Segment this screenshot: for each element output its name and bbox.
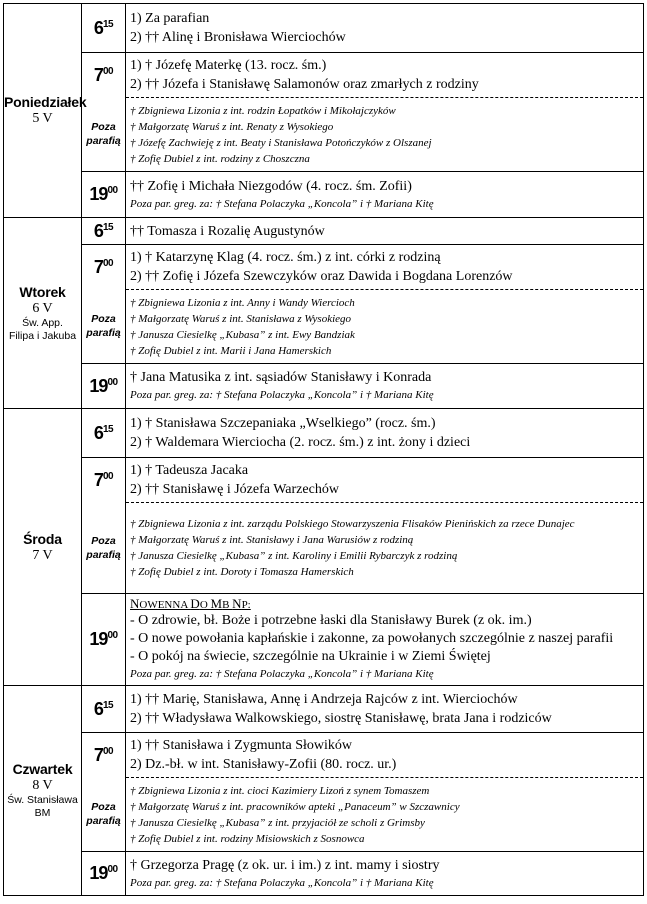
poza-intention-line: † Janusza Ciesielkę „Kubasa” z int. przyjaciół ze scholi z Grimsby [130, 816, 425, 829]
poza-intention-line: † Małgorzatę Waruś z int. Stanisława z Wysokiego [130, 312, 352, 325]
intention-line: 1) Za parafian [130, 11, 210, 26]
row-1900 [4, 172, 644, 218]
poza-parafia-intentions [126, 778, 644, 852]
day-date: 5 V [32, 111, 53, 126]
poza-intention-line: † Zbigniewa Lizonia z int. rodzin Łopatków i Mikołajczyków [130, 104, 396, 117]
intention-line: - O nowe powołania kapłańskie i zakonne, za powołanych szczególnie z naszej parafii [130, 631, 614, 646]
mass-intentions-700 [126, 245, 644, 290]
day-cell [4, 686, 82, 896]
mass-intentions-700 [126, 733, 644, 778]
mass-intentions-700 [126, 53, 644, 98]
time-hour: 7 [93, 64, 103, 85]
poza-parafia-label [82, 503, 126, 594]
poza-intention-line: † Zofię Dubiel z int. Marii i Jana Hamerskich [130, 344, 332, 357]
mass-time [82, 364, 126, 409]
time-hour: 7 [93, 744, 103, 765]
poza-label-line: Poza [91, 801, 116, 814]
mass-intentions-615 [126, 4, 644, 53]
time-minutes: 15 [102, 423, 114, 435]
time-hour: 6 [93, 17, 103, 38]
time-hour: 19 [89, 375, 108, 396]
mass-schedule-table [3, 3, 644, 896]
time-minutes: 00 [102, 257, 114, 269]
row-poza-parafia [4, 503, 644, 594]
time-hour: 6 [93, 698, 103, 719]
time-minutes: 15 [102, 221, 114, 233]
time-hour: 19 [89, 629, 108, 649]
intention-line: - O pokój na świecie, szczególnie na Ukrainie i w Ziemi Świętej [130, 649, 491, 664]
gregorian-line: Poza par. greg. za: † Stefana Polaczyka „Koncola” i † Mariana Kitę [130, 668, 434, 680]
row-615 [4, 218, 644, 245]
poza-label-line: parafią [86, 548, 121, 561]
day-cell [4, 218, 82, 409]
intention-line: 1) † Katarzynę Klag (4. rocz. śm.) z int. córki z rodziną [130, 250, 441, 265]
gregorian-line: Poza par. greg. za: † Stefana Polaczyka „Koncola” i † Mariana Kitę [130, 197, 434, 210]
time-minutes: 00 [107, 864, 118, 875]
row-615 [4, 409, 644, 458]
time-hour: 6 [93, 220, 103, 241]
time-minutes: 15 [102, 18, 114, 30]
poza-parafia-label [82, 98, 126, 172]
poza-label-line: Poza [91, 121, 116, 134]
mass-time [82, 686, 126, 733]
intention-line: 2) †† Stanisławę i Józefa Warzechów [130, 482, 339, 497]
poza-parafia-label [82, 778, 126, 852]
intention-line: 1) †† Stanisława i Zygmunta Słowików [130, 738, 353, 753]
intention-line: 1) † Tadeusza Jacaka [130, 463, 249, 478]
mass-intentions-700 [126, 458, 644, 503]
time-hour: 7 [93, 256, 103, 277]
mass-intentions-615 [126, 409, 644, 458]
mass-time [82, 218, 126, 245]
poza-intention-line: † Małgorzatę Waruś z int. pracowników apteki „Panaceum” w Szczawnicy [130, 800, 460, 813]
time-minutes: 00 [107, 376, 118, 388]
mass-intentions-615 [126, 218, 644, 245]
day-feast: Św. App. [22, 316, 63, 329]
poza-label-text [82, 120, 125, 148]
row-615 [4, 4, 644, 53]
day-feast: Św. Stanisława [7, 794, 78, 806]
mass-intentions-1900 [126, 172, 644, 218]
poza-label-line: parafią [86, 815, 121, 828]
intention-line: †† Tomasza i Rozalię Augustynów [130, 223, 325, 239]
row-poza-parafia [4, 778, 644, 852]
intention-line: 1) †† Marię, Stanisława, Annę i Andrzeja Rajców z int. Wierciochów [130, 692, 518, 707]
gregorian-line: Poza par. greg. za: † Stefana Polaczyka „Koncola” i † Mariana Kitę [130, 389, 434, 401]
day-name: Środa [23, 530, 62, 547]
mass-intentions-1900 [126, 364, 644, 409]
day-name: Poniedziałek [4, 94, 87, 110]
time-hour: 6 [93, 422, 103, 443]
poza-intention-line: † Zofię Dubiel z int. rodziny Misiowskich z Sosnowca [130, 832, 365, 845]
intention-line: 2) Dz.-bł. w int. Stanisławy-Zofii (80. rocz. ur.) [130, 757, 397, 772]
gregorian-line: Poza par. greg. za: † Stefana Polaczyka „Koncola” i † Mariana Kitę [130, 876, 434, 889]
poza-label-text [82, 312, 125, 340]
poza-intention-line: † Józefę Zachwieję z int. Beaty i Stanisława Potończyków z Olszanej [130, 136, 432, 149]
poza-label-line: parafią [86, 135, 121, 148]
day-cell [4, 409, 82, 686]
intention-line: 1) † Stanisława Szczepaniaka „Wselkiego” (rocz. śm.) [130, 416, 436, 431]
mass-intentions-1900 [126, 594, 644, 686]
poza-label-text [82, 534, 125, 562]
mass-time [82, 733, 126, 778]
poza-label-line: parafią [86, 327, 121, 340]
time-minutes: 00 [102, 470, 114, 482]
novena-heading: NOWENNA DO MB NP: [130, 596, 251, 611]
day-date: 8 V [32, 778, 53, 793]
poza-intention-line: † Małgorzatę Waruś z int. Stanisławy i Jana Warusiów z rodziną [130, 534, 414, 546]
poza-intention-line: † Zofię Dubiel z int. Doroty i Tomasza Hamerskich [130, 566, 354, 578]
mass-time [82, 409, 126, 458]
intention-line: 2) †† Władysława Walkowskiego, siostrę Stanisławę, brata Jana i rodziców [130, 711, 552, 726]
intention-line: † Jana Matusika z int. sąsiadów Stanisławy i Konrada [130, 370, 432, 385]
intention-line: †† Zofię i Michała Niezgodów (4. rocz. śm. Zofii) [130, 178, 412, 194]
time-hour: 19 [89, 184, 108, 204]
time-minutes: 00 [102, 65, 114, 77]
poza-intention-line: † Zbigniewa Lizonia z int. cioci Kazimiery Lizoń z synem Tomaszem [130, 784, 430, 797]
poza-parafia-intentions [126, 98, 644, 172]
poza-intention-line: † Zofię Dubiel z int. rodziny z Choszczna [130, 152, 310, 165]
intention-line: - O zdrowie, bł. Boże i potrzebne łaski dla Stanisławy Burek (z ok. im.) [130, 613, 532, 628]
row-615 [4, 686, 644, 733]
mass-time [82, 594, 126, 686]
mass-time [82, 852, 126, 896]
poza-parafia-intentions [126, 503, 644, 594]
poza-label-line: Poza [91, 534, 116, 547]
row-1900 [4, 594, 644, 686]
day-date: 6 V [32, 300, 53, 316]
day-name: Wtorek [19, 283, 66, 300]
poza-intention-line: † Janusza Ciesielkę „Kubasa” z int. Karoliny i Emilii Rybarczyk z rodziną [130, 550, 458, 562]
mass-time [82, 4, 126, 53]
day-feast: BM [34, 807, 51, 819]
intention-line: 2) †† Zofię i Józefa Szewczyków oraz Dawida i Bogdana Lorenzów [130, 269, 513, 284]
day-name: Czwartek [12, 761, 73, 777]
intention-line: † Grzegorza Pragę (z ok. ur. i im.) z int. mamy i siostry [130, 857, 440, 873]
poza-label-text [82, 800, 125, 828]
poza-parafia-intentions [126, 290, 644, 364]
time-minutes: 00 [107, 630, 118, 641]
row-700 [4, 733, 644, 778]
time-minutes: 15 [102, 699, 114, 711]
row-1900 [4, 364, 644, 409]
poza-intention-line: † Janusza Ciesielkę „Kubasa” z int. Ewy Bandziak [130, 328, 355, 341]
time-minutes: 00 [102, 745, 114, 757]
row-1900 [4, 852, 644, 896]
intention-line: 2) † Waldemara Wierciocha (2. rocz. śm.) z int. żony i dzieci [130, 435, 471, 450]
row-700 [4, 245, 644, 290]
time-hour: 7 [93, 469, 103, 490]
poza-intention-line: † Zbigniewa Lizonia z int. Anny i Wandy Wiercioch [130, 296, 355, 309]
row-700 [4, 458, 644, 503]
mass-time [82, 172, 126, 218]
poza-parafia-label [82, 290, 126, 364]
row-poza-parafia [4, 98, 644, 172]
intention-line: 2) †† Józefa i Stanisławę Salamonów oraz zmarłych z rodziny [130, 77, 479, 92]
row-poza-parafia [4, 290, 644, 364]
row-700 [4, 53, 644, 98]
day-date: 7 V [32, 547, 53, 563]
intention-line: 1) † Józefę Materkę (13. rocz. śm.) [130, 58, 327, 73]
poza-intention-line: † Małgorzatę Waruś z int. Renaty z Wysokiego [130, 120, 334, 133]
poza-label-line: Poza [91, 313, 116, 326]
poza-intention-line: † Zbigniewa Lizonia z int. zarządu Polskiego Stowarzyszenia Flisaków Pienińskich za rzece Dunajec [130, 518, 575, 530]
mass-time [82, 458, 126, 503]
day-cell [4, 4, 87, 218]
mass-time [82, 245, 126, 290]
mass-time [82, 53, 126, 98]
time-hour: 19 [89, 863, 108, 883]
intention-line: 2) †† Alinę i Bronisława Wierciochów [130, 30, 346, 45]
day-feast: Filipa i Jakuba [8, 329, 77, 342]
mass-intentions-615 [126, 686, 644, 733]
time-minutes: 00 [107, 185, 118, 196]
mass-intentions-1900 [126, 852, 644, 896]
